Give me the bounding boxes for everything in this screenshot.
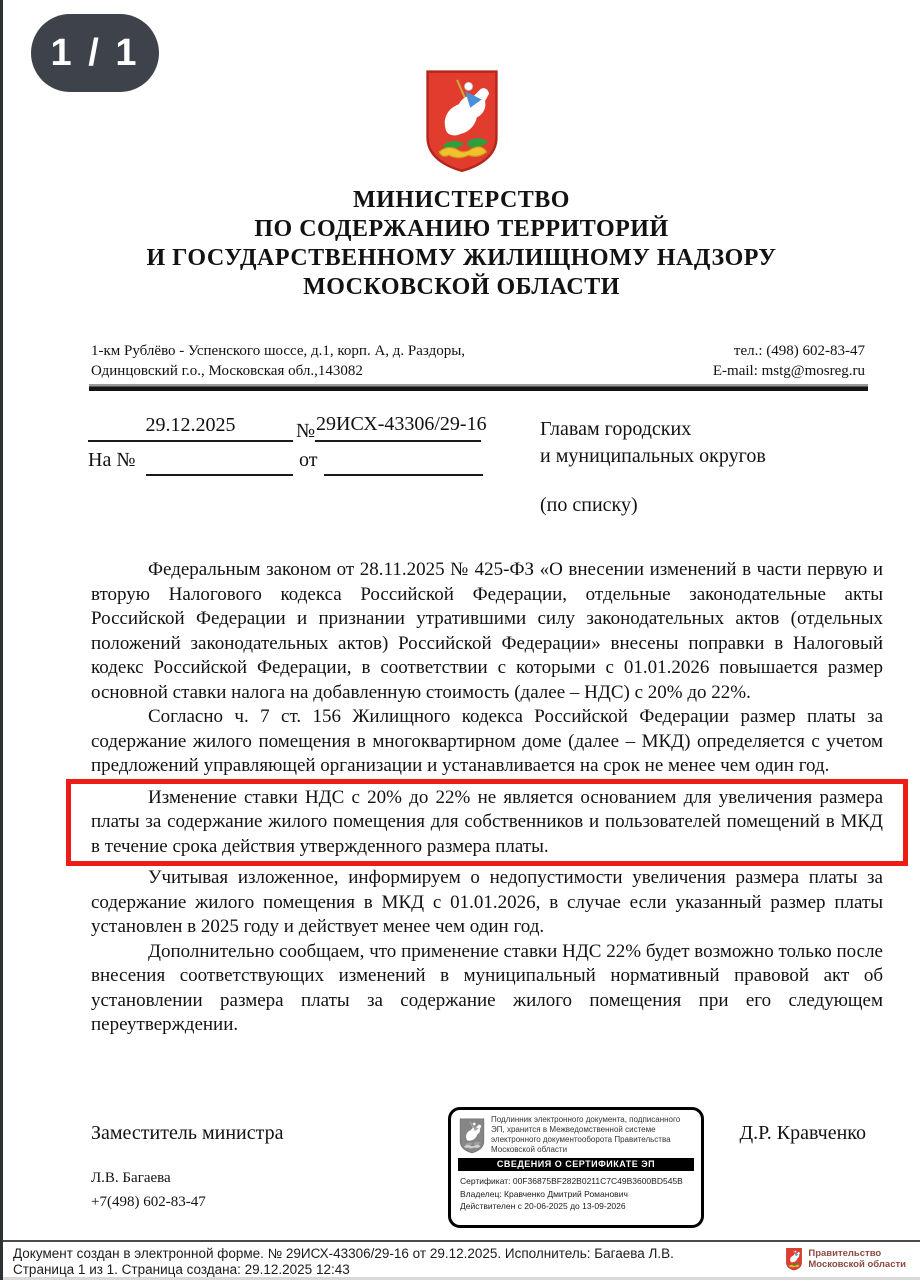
blank-line	[324, 474, 483, 476]
contact-block	[91, 341, 865, 381]
government-logo	[785, 1247, 906, 1271]
number-sign: №	[296, 420, 316, 442]
blank-line	[146, 474, 293, 476]
document-footer	[3, 1240, 920, 1280]
ministry-title-line: ПО СОДЕРЖАНИЮ ТЕРРИТОРИЙ	[254, 216, 669, 242]
signer-position: Заместитель министра	[91, 1122, 284, 1144]
ministry-title	[3, 186, 920, 302]
executor-phone: +7(498) 602-83-47	[91, 1194, 206, 1210]
email-line: E-mail: mstg@mosreg.ru	[712, 363, 865, 379]
stamp-header-text: Подлинник электронного документа, подписанного ЭП, хранится в Межведомственной системе электронного документооборота Правительства Московской области	[491, 1115, 681, 1154]
address-line-2: Одинцовский г.о., Московская обл.,143082	[91, 363, 363, 379]
phone-line: тел.: (498) 602-83-47	[733, 343, 865, 359]
footer-line-1: Документ создан в электронной форме. № 29ИСХ-43306/29-16 от 29.12.2025. Исполнитель: Багаева Л.В.	[13, 1246, 674, 1261]
stamp-certificate-info	[451, 1172, 701, 1216]
paragraph-housing-code: Согласно ч. 7 ст. 156 Жилищного кодекса Российской Федерации размер платы за содержание жилого помещения в многоквартирном доме (далее – МКД) определяется с учетом предложений управляющей организации и устанавливается на срок не менее чем один год.	[91, 706, 883, 776]
phone-email-block	[713, 341, 865, 381]
blank-line	[315, 440, 481, 442]
moscow-region-emblem-icon	[421, 64, 503, 176]
ministry-title-line: МОСКОВСКОЙ ОБЛАСТИ	[303, 274, 620, 300]
recipient-list-note: (по списку)	[540, 494, 638, 516]
highlighted-paragraph-box	[66, 779, 908, 867]
stamp-certificate-bar: СВЕДЕНИЯ О СЕРТИФИКАТЕ ЭП	[458, 1158, 694, 1171]
recipient-line-2: и муниципальных округов	[540, 445, 766, 467]
header-divider	[89, 384, 868, 391]
address-line-1: 1-км Рублёво - Успенского шоссе, д.1, корп. А, д. Раздоры,	[91, 343, 466, 359]
stamp-certificate-number: Сертификат: 00F36875BF282B0211C7C49B3600BD545B	[460, 1176, 683, 1186]
recipient-block	[540, 416, 766, 470]
electronic-signature-stamp	[448, 1107, 704, 1228]
page-count-badge: 1 / 1	[31, 14, 159, 92]
postal-address	[91, 341, 465, 381]
ministry-title-line: И ГОСУДАРСТВЕННОМУ ЖИЛИЩНОМУ НАДЗОРУ	[146, 245, 777, 271]
stamp-validity: Действителен с 20-06-2025 до 13-09-2026	[460, 1201, 626, 1211]
government-logo-line-2: Московской области	[808, 1259, 906, 1270]
paragraph-inadmissibility: Учитывая изложенное, информируем о недопустимости увеличения размера платы за содержание жилого помещения в МКД с 01.01.2026, в случае если указанный размер платы установлен в 2025 году и действует менее чем один год.	[91, 867, 883, 937]
paragraph-federal-law: Федеральным законом от 28.11.2025 № 425-ФЗ «О внесении изменений в части первую и вторую Налогового кодекса Российской Федерации, отдельные законодательные акты Российской Федерации и признании утратившими силу законодательных актов (отдельных положений законодательных актов) Российской Федерации» внесены поправки в Налоговый кодекс Российской Федерации, в соответствии с которыми с 01.01.2026 повышается размер основной ставки налога на добавленную стоимость (далее – НДС) с 20% до 22%.	[91, 559, 883, 703]
blank-line	[88, 440, 293, 442]
reply-to-label: На №	[88, 449, 136, 471]
stamp-emblem-icon	[458, 1117, 486, 1154]
signer-name: Д.Р. Кравченко	[739, 1122, 866, 1144]
ministry-title-line: МИНИСТЕРСТВО	[353, 187, 570, 213]
footer-line-2: Страница 1 из 1. Страница создана: 29.12.2025 12:43	[13, 1262, 350, 1277]
paragraph-additional-info: Дополнительно сообщаем, что применение ставки НДС 22% будет возможно только после внесения соответствующих изменений в муниципальный нормативный правовой акт об установлении размера платы за содержание жилого помещения при его следующем переутверждении.	[91, 940, 883, 1035]
government-logo-text	[808, 1248, 906, 1270]
recipient-line-1: Главам городских	[540, 418, 692, 440]
reply-from-label: от	[299, 449, 318, 471]
stamp-header	[451, 1110, 701, 1157]
outgoing-date: 29.12.2025	[145, 414, 236, 436]
letter-body	[91, 558, 883, 1038]
government-emblem-icon	[785, 1247, 803, 1271]
outgoing-number: 29ИСХ-43306/29-16	[316, 413, 487, 435]
government-logo-line-1: Правительство	[808, 1248, 882, 1259]
executor-name: Л.В. Багаева	[91, 1170, 171, 1186]
stamp-owner: Владелец: Кравченко Дмитрий Романович	[460, 1188, 628, 1199]
footer-meta	[13, 1246, 674, 1278]
paragraph-vat-no-increase: Изменение ставки НДС с 20% до 22% не является основанием для увеличения размера платы за содержание жилого помещения для собственников и пользователей помещений в МКД в течение срока действия утвержденного размера платы.	[91, 786, 883, 857]
executor-block	[91, 1166, 206, 1214]
